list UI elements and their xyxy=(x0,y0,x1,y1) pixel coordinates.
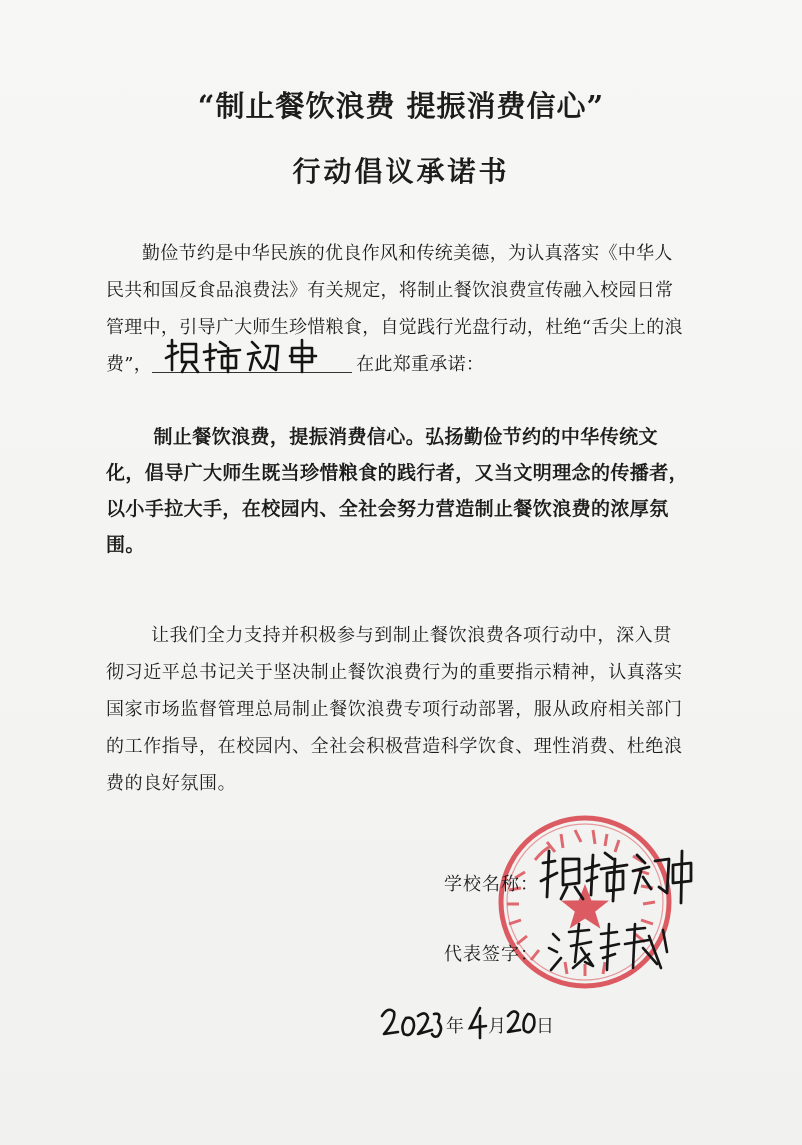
paragraph-intro-text: 勤俭节约是中华民族的优良作风和传统美德，为认真落实《中华人民共和国反食品浪费法》有关规定，将制止餐饮浪费宣传融入校园日常管理中，引导广大师生珍惜粮食，自觉践行光盘行动，杜绝“舌尖上的浪费”， xyxy=(106,243,683,375)
handwritten-representative-signature xyxy=(545,918,675,980)
handwritten-school-name xyxy=(162,338,352,374)
handwritten-day xyxy=(506,1006,540,1040)
date-year-unit: 年 xyxy=(446,1016,464,1037)
date-day-unit: 日 xyxy=(536,1016,554,1037)
school-name-label: 学校名称： xyxy=(444,874,539,895)
representative-signature-label: 代表签字： xyxy=(444,944,539,965)
paragraph-commitment: 制止餐饮浪费，提振消费信心。弘扬勤俭节约的中华传统文化，倡导广大师生既当珍惜粮食的践行者，又当文明理念的传播者，以小手拉大手，在校园内、全社会努力营造制止餐饮浪费的浓厚氛围。 xyxy=(106,426,689,556)
date-month-unit: 月 xyxy=(488,1016,506,1037)
document-subtitle: 行动倡议承诺书 xyxy=(292,155,510,188)
paragraph-intro-tail: 在此郑重承诺： xyxy=(356,354,485,375)
paragraph-call-to-action: 让我们全力支持并积极参与到制止餐饮浪费各项行动中，深入贯彻习近平总书记关于坚决制止餐饮浪费行为的重要指示精神，认真落实国家市场监督管理总局制止餐饮浪费专项行动部署，服从政府相关部门的工作指导，在校园内、全社会积极营造科学饮食、理性消费、杜绝浪费的良好氛围。 xyxy=(106,625,683,794)
handwritten-school-signature xyxy=(535,845,695,907)
school-name-blank xyxy=(152,348,352,370)
handwritten-month xyxy=(466,1006,488,1040)
document-title: “制止餐饮浪费 提振消费信心” xyxy=(197,89,605,123)
handwritten-year xyxy=(380,1004,444,1042)
paragraph-intro xyxy=(106,235,690,383)
